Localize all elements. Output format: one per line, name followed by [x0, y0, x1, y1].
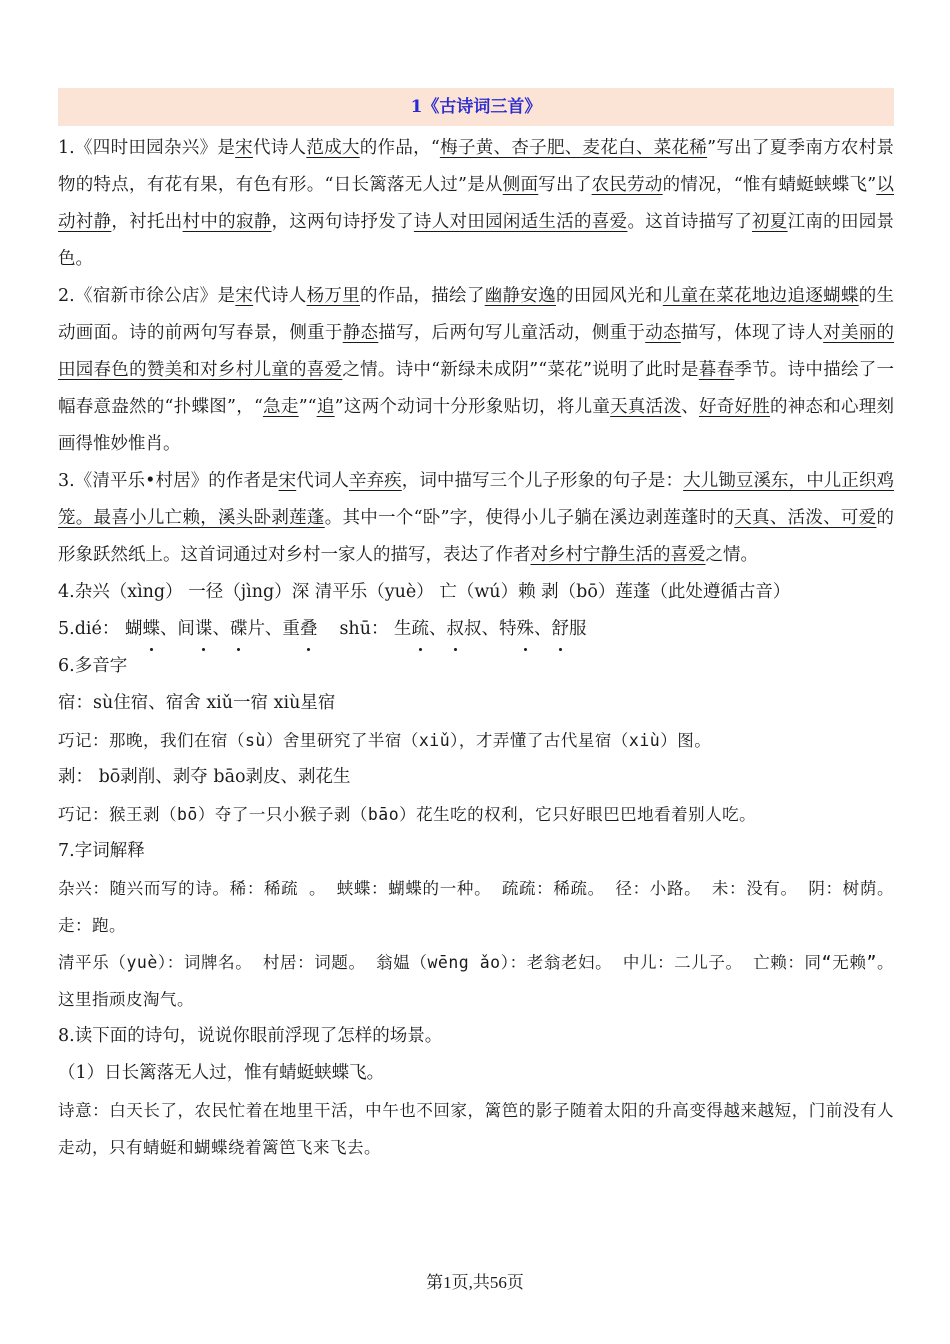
mnemonic-bo: 巧记：猴王剥（bō）夺了一只小猴子剥（bāo）花生吃的权利，它只好眼巴巴地看着别人吃。 [58, 805, 757, 824]
document-page [58, 88, 894, 1166]
text: 、 [534, 619, 552, 639]
underlined-answer: 天真活泼 [610, 397, 682, 417]
underlined-answer: 侧面 [502, 175, 539, 195]
text: ，衬托出 [111, 212, 183, 232]
text: 描写，后两句写儿童活动，侧重于 [378, 323, 646, 343]
dotted-char: 舒 [552, 611, 570, 648]
underlined-answer: 村中的寂静 [182, 212, 272, 232]
underlined-answer: 梅子黄、杏子肥、麦花白、菜花稀 [439, 138, 708, 158]
text: 、 [681, 397, 699, 417]
text: 代诗人 [253, 286, 307, 306]
underlined-answer: 范成大 [306, 138, 360, 158]
text: 代词人 [296, 471, 349, 491]
dotted-char: 叠 [300, 611, 318, 648]
underlined-answer: 儿童在菜花地边追逐蝴蝶 [662, 286, 859, 306]
text: 、 [429, 619, 447, 639]
text: 的神态和心理刻画得惟妙惟肖。 [58, 397, 895, 454]
underlined-answer: 对美丽的田园春色的赞美和对乡村儿童的喜爱 [58, 323, 895, 380]
underlined-answer: 急走 [262, 397, 299, 417]
text: 。其中一个“卧”字，使得小儿子躺在溪边剥莲蓬时的 [324, 508, 735, 528]
heading-question-8: 8.读下面的诗句，说说你眼前浮现了怎样的场景。 [58, 1026, 443, 1046]
pinyin-label: shū： [339, 619, 389, 639]
text: 的情况，“惟有蜻蜓蛱蝶飞” [662, 175, 877, 195]
underlined-answer: 杨万里 [306, 286, 360, 306]
word-explanations-1: 杂兴：随兴而写的诗。稀：稀疏 。 蛱蝶：蝴蝶的一种。 疏疏：稀疏。 径：小路。 未：没有。 阴：树荫。 走：跑。 [58, 879, 894, 935]
text: ，这两句诗抒发了 [271, 212, 414, 232]
poem-meaning-1: 诗意：白天长了，农民忙着在地里干活，中午也不回家，篱笆的影子随着太阳的升高变得越来越短，门前没有人走动，只有蜻蜓和蝴蝶绕着篱笆飞来飞去。 [58, 1101, 894, 1157]
text: 。这首诗描写了 [627, 212, 752, 232]
text: 的生动画面。诗的前两句写春景，侧重于 [58, 286, 895, 343]
text: 季节。诗中描绘了一幅春意盎然的“扑蝶图”，“ [58, 360, 895, 417]
text: 江南的田园景色。 [58, 212, 895, 269]
mnemonic-su: 巧记：那晚，我们在宿（sù）舍里研究了半宿（xiǔ），才弄懂了古代星宿（xiù）图。 [58, 731, 712, 750]
text: 3.《清平乐•村居》的作者是 [58, 471, 279, 491]
text: 写出了 [538, 175, 592, 195]
underlined-answer: 暮春 [698, 360, 735, 380]
polyphone-bo: 剥： bō剥削、剥夺 bāo剥皮、剥花生 [58, 767, 351, 787]
underlined-answer: 宋 [278, 471, 297, 491]
text: 片、重 [247, 619, 300, 639]
text: 之情。诗中“新绿未成阴”“菜花”说明了此时是 [342, 360, 699, 380]
underlined-answer: 辛弃疾 [348, 471, 402, 491]
section-title: 1《古诗词三首》 [58, 88, 894, 126]
paragraph-4-pinyin: 4.杂兴（xìng） 一径（jìng）深 清平乐（yuè） 亡（wú）赖 剥（bō）莲蓬（此处遵循古音） [58, 582, 791, 602]
paragraph-5-homophones [58, 611, 894, 648]
polyphone-su: 宿：sù住宿、宿舍 xiǔ一宿 xiù星宿 [58, 693, 336, 713]
text: 1.《四时田园杂兴》是 [58, 138, 236, 158]
text: 服 [569, 619, 587, 639]
text: ”“ [298, 397, 317, 417]
underlined-answer: 对乡村宁静生活的喜爱 [530, 545, 706, 565]
text: 2.《宿新市徐公店》是 [58, 286, 236, 306]
text: 叔、特 [464, 619, 517, 639]
heading-word-explanations: 7.字词解释 [58, 841, 145, 861]
dotted-char: 谍 [195, 611, 213, 648]
underlined-answer: 天真、活泼、可爱 [734, 508, 877, 528]
paragraph-2 [58, 278, 894, 463]
underlined-answer: 初夏 [752, 212, 788, 232]
text: 蝴 [124, 619, 143, 639]
underlined-answer: 静态 [342, 323, 379, 343]
underlined-answer: 宋 [235, 286, 254, 306]
underlined-answer: 诗人对田园闲适生活的喜爱 [413, 212, 628, 232]
word-explanations-2: 清平乐（yuè）：词牌名。 村居：词题。 翁媪（wēng ǎo）：老翁老妇。 中儿：二儿子。 亡赖：同“无赖”。这里指顽皮淘气。 [58, 953, 894, 1009]
text: ，词中描写三个儿子形象的句子是： [401, 471, 684, 491]
text: 、间 [159, 619, 195, 639]
paragraph-1 [58, 130, 894, 278]
page-number: 第1页,共56页 [426, 1273, 524, 1292]
dotted-char: 疏 [412, 611, 430, 648]
text: 的作品，描绘了 [360, 286, 485, 306]
text: 的田园风光和 [555, 286, 663, 306]
underlined-answer: 宋 [235, 138, 253, 158]
underlined-answer: 农民劳动 [591, 175, 663, 195]
dotted-char: 碟 [230, 611, 248, 648]
underlined-answer: 大儿锄豆溪东，中儿正织鸡笼。最喜小儿亡赖，溪头卧剥莲蓬 [58, 471, 895, 528]
text: ”写出了夏季南方农村景物的特点，有花有果，有色有形。“日长篱落无人过”是从 [58, 138, 895, 195]
text: 代诗人 [252, 138, 307, 158]
underlined-answer: 动态 [645, 323, 681, 343]
text: 描写，体现了诗人 [680, 323, 824, 343]
dotted-char: 蝶 [142, 611, 160, 648]
text: 之情。 [705, 545, 758, 565]
text: ”这两个动词十分形象贴切，将儿童 [334, 397, 611, 417]
text: 的形象跃然纸上。这首词通过对乡村一家人的描写，表达了作者 [58, 508, 894, 565]
dotted-char: 殊 [517, 611, 535, 648]
dotted-char: 叔 [447, 611, 465, 648]
underlined-answer: 幽静安逸 [484, 286, 556, 306]
underlined-answer: 以动衬静 [58, 175, 894, 232]
pinyin-label: 5.dié： [58, 619, 120, 639]
text: 生 [394, 619, 412, 639]
paragraph-3 [58, 463, 894, 574]
poem-line-1: （1）日长篱落无人过，惟有蜻蜓蛱蝶飞。 [58, 1063, 385, 1083]
heading-polyphones: 6.多音字 [58, 656, 128, 676]
underlined-answer: 好奇好胜 [698, 397, 770, 417]
underlined-answer: 追 [316, 397, 335, 417]
text: 的作品，“ [359, 138, 440, 158]
text: 、 [212, 619, 230, 639]
